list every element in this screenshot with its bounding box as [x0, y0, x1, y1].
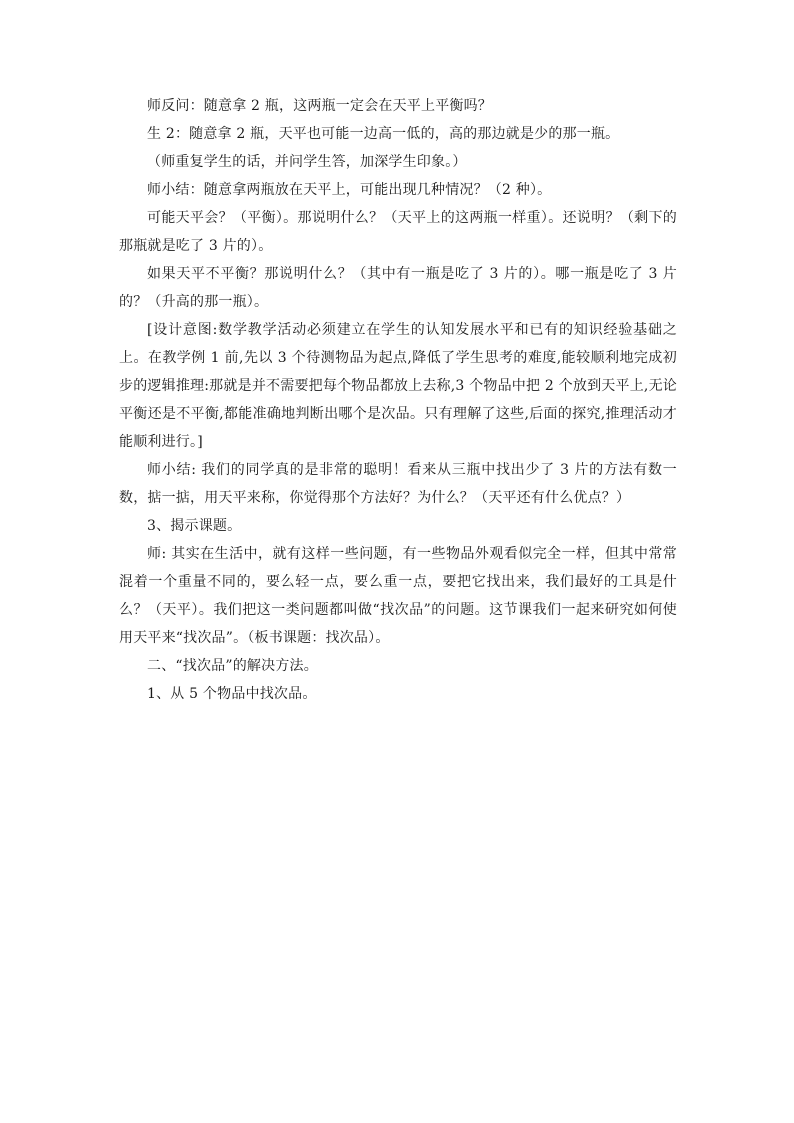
paragraph-unbalanced-case: 如果天平不平衡？那说明什么？（其中有一瓶是吃了 3 片的）。哪一瓶是吃了 3 片的？（升高的那一瓶）。: [119, 266, 677, 310]
paragraph-teacher-summary: 师小结：随意拿两瓶放在天平上，可能出现几种情况？（2 种）。: [147, 182, 552, 198]
section-heading-five-items: 1、从 5 个物品中找次品。: [147, 686, 317, 702]
paragraph-teacher-repeat: （师重复学生的话，并问学生答，加深学生印象。）: [147, 154, 467, 170]
section-heading-solution-method: 二、“找次品”的解决方法。: [147, 658, 318, 674]
document-body: [119, 92, 677, 708]
paragraph-design-intent: [设计意图:数学教学活动必须建立在学生的认知发展水平和已有的知识经验基础之上。在教学例 1 前,先以 3 个待测物品为起点,降低了学生思考的难度,能较顺利地完成初步的逻辑推理:那就是并不需要把每个物品都放上去称,3 个物品中把 2 个放到天平上,无论平衡还是不平衡,都能准确地判断出哪个是次品。只有理解了这些,后面的探究,推理活动才能顺利进行。]: [119, 322, 677, 450]
paragraph-teacher-question: 师反问：随意拿 2 瓶，这两瓶一定会在天平上平衡吗？: [147, 98, 493, 114]
paragraph-teacher-intro-topic: 师: 其实在生活中，就有这样一些问题，有一些物品外观看似完全一样，但其中常常混着一个重量不同的，要么轻一点，要么重一点，要把它找出来，我们最好的工具是什么？（天平）。我们把这一类问题都叫做“找次品”的问题。这节课我们一起来研究如何使用天平来“找次品”。（板书课题：找次品）。: [119, 546, 677, 646]
section-heading-reveal-topic: 3、揭示课题。: [147, 518, 242, 534]
paragraph-student-answer: 生 2：随意拿 2 瓶，天平也可能一边高一低的，高的那边就是少的那一瓶。: [147, 126, 620, 142]
paragraph-balanced-case: 可能天平会？（平衡）。那说明什么？（天平上的这两瓶一样重）。还说明？（剩下的那瓶就是吃了 3 片的）。: [119, 210, 677, 254]
paragraph-teacher-summary-methods: 师小结: 我们的同学真的是非常的聪明！看来从三瓶中找出少了 3 片的方法有数一数，掂一掂，用天平来称，你觉得那个方法好？为什么？（天平还有什么优点？）: [119, 462, 677, 506]
